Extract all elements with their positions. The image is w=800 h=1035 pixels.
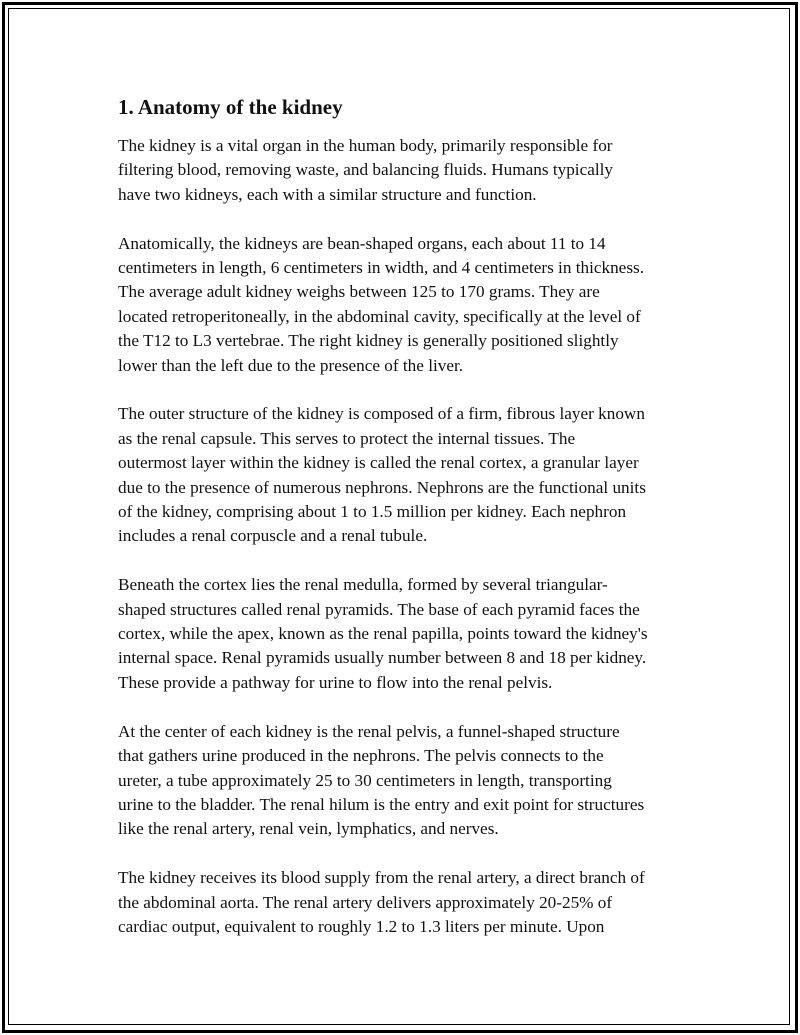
text-line: have two kidneys, each with a similar structure and function. bbox=[118, 184, 537, 204]
text-line: Beneath the cortex lies the renal medulla, formed by several triangular- bbox=[118, 575, 608, 595]
text-line: cortex, while the apex, known as the renal papilla, points toward the kidney's bbox=[118, 624, 648, 644]
text-line: includes a renal corpuscle and a renal tubule. bbox=[118, 526, 428, 546]
text-line: ureter, a tube approximately 25 to 30 centimeters in length, transporting bbox=[118, 770, 612, 790]
text-line: lower than the left due to the presence of the liver. bbox=[118, 355, 464, 375]
text-line: These provide a pathway for urine to flow into the renal pelvis. bbox=[118, 672, 553, 692]
text-line: At the center of each kidney is the renal pelvis, a funnel-shaped structure bbox=[118, 721, 620, 741]
text-line: outermost layer within the kidney is called the renal cortex, a granular layer bbox=[118, 453, 639, 473]
text-line: internal space. Renal pyramids usually number between 8 and 18 per kidney. bbox=[118, 648, 647, 668]
text-line: filtering blood, removing waste, and balancing fluids. Humans typically bbox=[118, 160, 613, 180]
text-line: The kidney receives its blood supply from the renal artery, a direct branch of bbox=[118, 868, 645, 888]
section-heading: 1. Anatomy of the kidney bbox=[118, 95, 343, 119]
text-line: like the renal artery, renal vein, lymphatics, and nerves. bbox=[118, 819, 499, 839]
text-line: The kidney is a vital organ in the human body, primarily responsible for bbox=[118, 136, 613, 155]
text-line: the T12 to L3 vertebrae. The right kidney is generally positioned slightly bbox=[118, 331, 619, 351]
document-body bbox=[118, 92, 688, 964]
text-line: The average adult kidney weighs between 125 to 170 grams. They are bbox=[118, 282, 600, 302]
paragraph-blood-supply bbox=[118, 866, 688, 939]
text-line: shaped structures called renal pyramids. The base of each pyramid faces the bbox=[118, 599, 640, 619]
paragraph-outer-structure bbox=[118, 402, 688, 548]
text-line: the abdominal aorta. The renal artery delivers approximately 20-25% of bbox=[118, 892, 613, 912]
paragraph-medulla bbox=[118, 573, 688, 695]
text-line: Anatomically, the kidneys are bean-shaped organs, each about 11 to 14 bbox=[118, 233, 606, 253]
text-line: of the kidney, comprising about 1 to 1.5 million per kidney. Each nephron bbox=[118, 502, 627, 522]
text-line: that gathers urine produced in the nephrons. The pelvis connects to the bbox=[118, 746, 604, 766]
paragraph-intro bbox=[118, 134, 688, 207]
text-line: located retroperitoneally, in the abdominal cavity, specifically at the level of bbox=[118, 306, 641, 326]
text-line: urine to the bladder. The renal hilum is the entry and exit point for structures bbox=[118, 794, 645, 814]
text-line: cardiac output, equivalent to roughly 1.2 to 1.3 liters per minute. Upon bbox=[118, 916, 605, 936]
text-line: The outer structure of the kidney is composed of a firm, fibrous layer known bbox=[118, 404, 645, 424]
text-line: centimeters in length, 6 centimeters in width, and 4 centimeters in thickness. bbox=[118, 258, 644, 278]
text-line: due to the presence of numerous nephrons. Nephrons are the functional units bbox=[118, 477, 646, 497]
paragraph-anatomy bbox=[118, 232, 688, 378]
text-line: as the renal capsule. This serves to protect the internal tissues. The bbox=[118, 428, 576, 448]
paragraph-pelvis bbox=[118, 720, 688, 842]
